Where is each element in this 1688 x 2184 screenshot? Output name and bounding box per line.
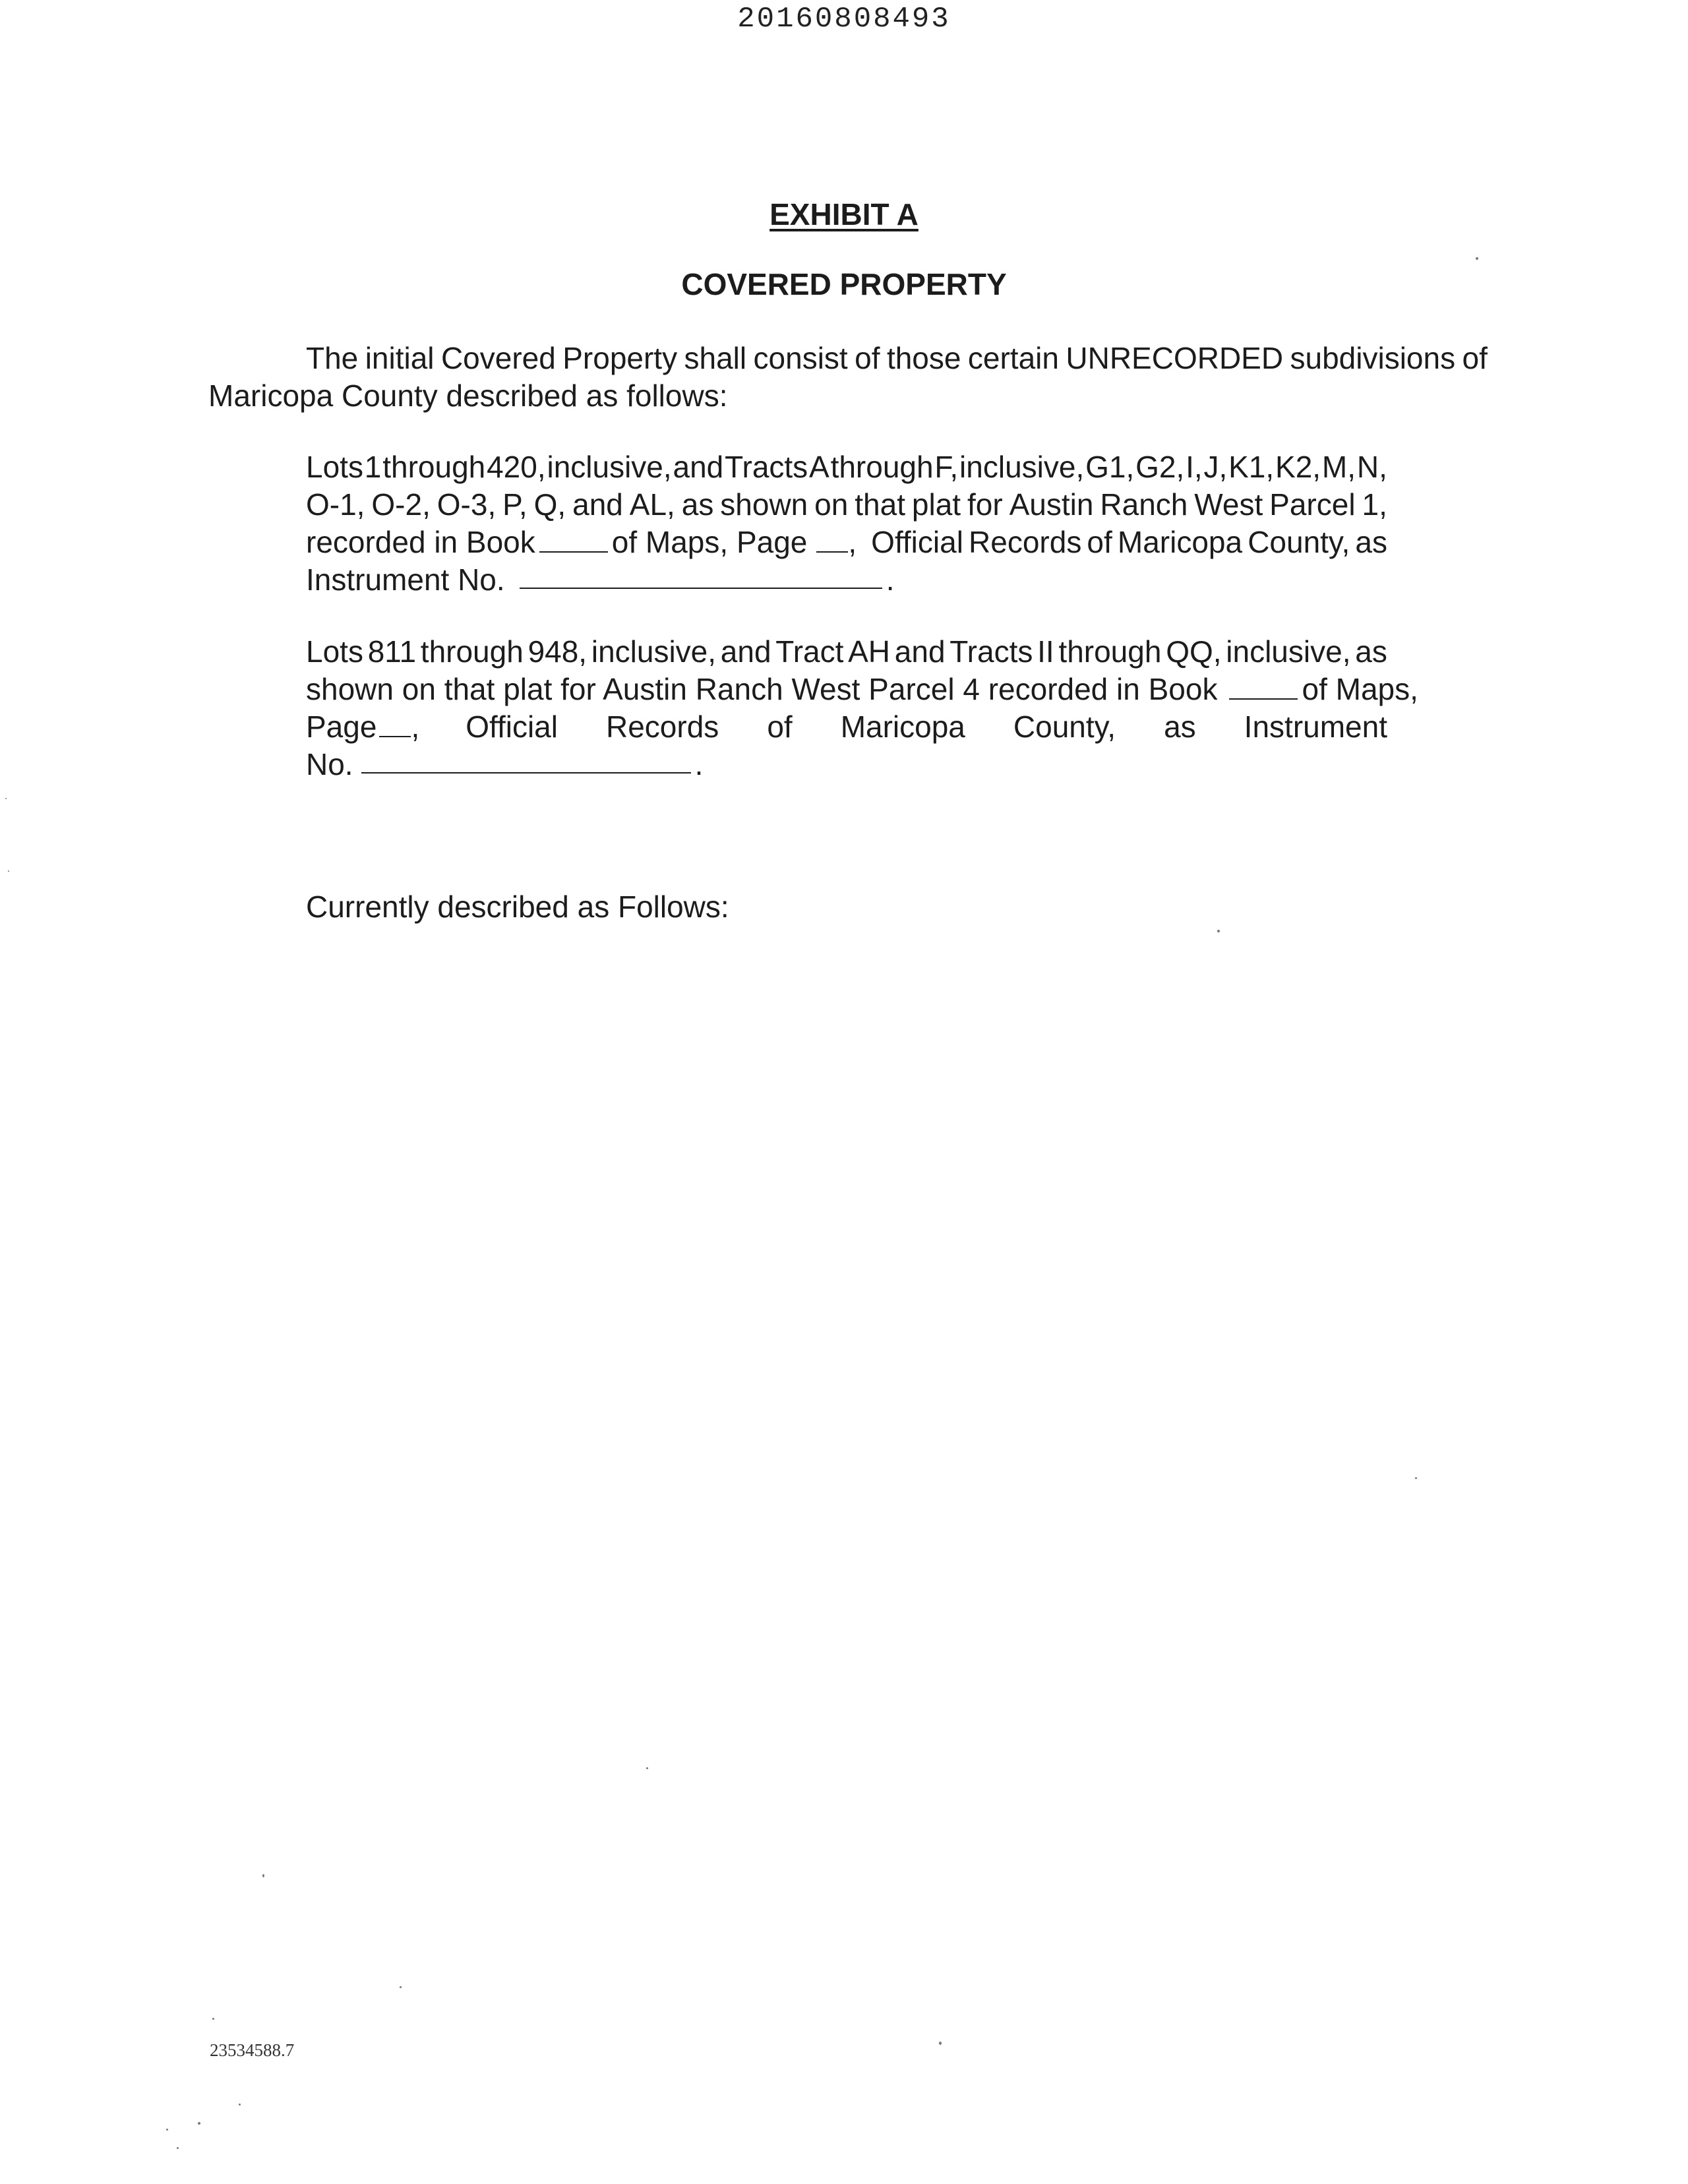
parcel-4-word: 811	[367, 634, 417, 669]
intro-word: initial	[365, 341, 435, 375]
parcel-1-word: O-2,	[371, 487, 431, 522]
parcel-1-word: N,	[1356, 450, 1387, 484]
parcel-1-word: A	[809, 450, 829, 484]
parcel-4-word: and	[894, 634, 946, 669]
parcel-1-comma: ,	[848, 525, 857, 559]
parcel-4-word: Records	[606, 710, 719, 744]
parcel-1-word: plat	[911, 487, 961, 522]
intro-word: consist	[753, 341, 848, 375]
parcel-1-word: AL,	[629, 487, 675, 522]
parcel-1-word: G2,	[1135, 450, 1185, 484]
scan-speck	[5, 798, 7, 799]
parcel-4-word: through	[420, 634, 524, 669]
parcel-1-word: I,	[1186, 450, 1203, 484]
parcel-1-line-4	[306, 561, 1387, 599]
parcel-4-word: as	[1164, 710, 1196, 744]
parcel-4-word: QQ,	[1166, 634, 1222, 669]
intro-line-2: Maricopa County described as follows:	[208, 379, 728, 413]
parcel-4-page-blank	[379, 710, 411, 737]
parcel-1-word: and	[572, 487, 623, 522]
parcel-4-word: AH	[848, 634, 891, 669]
scan-speck	[1476, 257, 1478, 260]
scan-speck	[646, 1767, 648, 1769]
parcel-1-word: Lots	[306, 450, 363, 484]
parcel-1-line-2	[306, 486, 1387, 524]
parcel-1-word: as	[1355, 525, 1387, 559]
parcel-1-paragraph	[306, 448, 1387, 599]
parcel-1-word: Ranch	[1100, 487, 1188, 522]
recording-number: 20160808493	[737, 3, 951, 36]
parcel-1-word: shown	[720, 487, 808, 522]
parcel-1-line-3	[306, 524, 1387, 561]
parcel-4-word: County,	[1013, 710, 1116, 744]
parcel-1-word: Records	[969, 525, 1082, 559]
parcel-1-page-blank	[816, 525, 848, 553]
parcel-4-word: Instrument	[1244, 710, 1387, 744]
parcel-4-line-2	[306, 671, 1418, 708]
parcel-1-word: 420,	[487, 450, 546, 484]
parcel-4-no-label: No.	[306, 747, 353, 781]
parcel-4-book-blank	[1229, 672, 1298, 700]
parcel-1-word: that	[855, 487, 905, 522]
parcel-1-word: Maricopa	[1117, 525, 1243, 559]
parcel-1-word: Official	[871, 525, 963, 559]
parcel-1-word: P,	[502, 487, 528, 522]
parcel-1-word: of	[1087, 525, 1112, 559]
parcel-1-word: through	[830, 450, 934, 484]
exhibit-title: EXHIBIT A	[769, 197, 919, 231]
intro-word: certain	[967, 341, 1059, 375]
parcel-1-word: and	[673, 450, 724, 484]
parcel-1-word: Tracts	[725, 450, 808, 484]
parcel-4-word: Tracts	[950, 634, 1033, 669]
parcel-4-maps-label: of Maps,	[1302, 672, 1418, 706]
parcel-4-word: Lots	[306, 634, 363, 669]
document-id: 23534588.7	[210, 2040, 295, 2060]
scan-speck	[198, 2122, 200, 2125]
section-title: COVERED PROPERTY	[681, 267, 1007, 301]
parcel-1-word: for	[967, 487, 1003, 522]
parcel-4-line-1	[306, 633, 1387, 671]
parcel-4-word: as	[1355, 634, 1387, 669]
parcel-4-word: 948,	[528, 634, 588, 669]
parcel-1-word: inclusive,	[959, 450, 1085, 484]
scan-speck	[239, 2104, 241, 2106]
parcel-1-word: through	[382, 450, 486, 484]
intro-word: The	[306, 341, 359, 375]
parcel-4-word: inclusive,	[591, 634, 717, 669]
parcel-4-line-3	[306, 708, 1387, 746]
parcel-1-maps-label: of Maps, Page	[611, 525, 808, 559]
parcel-1-word: inclusive,	[547, 450, 672, 484]
parcel-4-line-3-words	[466, 708, 1387, 746]
scan-speck	[400, 1986, 402, 1988]
scan-speck	[939, 2042, 942, 2045]
parcel-1-word: F,	[934, 450, 959, 484]
scan-speck	[166, 2129, 168, 2131]
scan-speck	[8, 870, 9, 872]
parcel-1-word: M,	[1321, 450, 1356, 484]
intro-word: UNRECORDED	[1066, 341, 1284, 375]
intro-word: of	[1462, 341, 1488, 375]
parcel-1-period: .	[886, 562, 895, 597]
parcel-1-instrument-label: Instrument No.	[306, 562, 505, 597]
parcel-1-word: O-3,	[437, 487, 497, 522]
parcel-1-word: West	[1194, 487, 1263, 522]
parcel-1-word: 1	[364, 450, 382, 484]
parcel-4-shown-text: shown on that plat for Austin Ranch West Parcel 4 recorded in Book	[306, 672, 1218, 706]
scan-speck	[1217, 930, 1220, 932]
intro-word: subdivisions	[1290, 341, 1456, 375]
parcel-4-word: II	[1037, 634, 1054, 669]
intro-word: those	[886, 341, 961, 375]
parcel-4-instrument-blank	[361, 746, 691, 774]
parcel-1-word: O-1,	[306, 487, 365, 522]
parcel-1-word: Parcel	[1269, 487, 1356, 522]
scan-speck	[1415, 1477, 1417, 1479]
parcel-4-word: of	[767, 710, 793, 744]
scan-speck	[262, 1874, 264, 1877]
parcel-1-word: County,	[1248, 525, 1350, 559]
parcel-4-word: Official	[466, 710, 558, 744]
parcel-1-word: on	[814, 487, 849, 522]
intro-word: Property	[562, 341, 678, 375]
parcel-1-word: G1,	[1085, 450, 1135, 484]
parcel-4-comma: ,	[411, 710, 420, 744]
scan-speck	[212, 2018, 214, 2020]
parcel-1-word: K1,	[1228, 450, 1275, 484]
parcel-4-word: Maricopa	[840, 710, 965, 744]
currently-described-text: Currently described as Follows:	[306, 890, 729, 924]
parcel-1-word: K2,	[1275, 450, 1321, 484]
parcel-4-word: inclusive,	[1226, 634, 1351, 669]
intro-word: of	[855, 341, 880, 375]
parcel-4-word: Tract	[775, 634, 844, 669]
parcel-1-line-3-words	[871, 524, 1387, 561]
intro-word: shall	[684, 341, 747, 375]
parcel-1-word: 1,	[1362, 487, 1387, 522]
parcel-1-book-blank	[539, 525, 608, 553]
intro-line-1	[208, 340, 1488, 377]
parcel-1-word: J,	[1203, 450, 1228, 484]
parcel-1-word: Austin	[1009, 487, 1094, 522]
parcel-1-word: Q,	[533, 487, 566, 522]
parcel-1-word: as	[681, 487, 714, 522]
intro-paragraph	[208, 340, 1488, 415]
parcel-4-line-4	[306, 746, 1387, 783]
parcel-1-line-1	[306, 448, 1387, 486]
scan-speck	[177, 2147, 179, 2149]
parcel-4-word: through	[1058, 634, 1162, 669]
parcel-1-instrument-blank	[520, 561, 882, 589]
parcel-4-word: and	[720, 634, 771, 669]
parcel-4-page-label: Page	[306, 710, 377, 744]
parcel-4-period: .	[694, 747, 704, 781]
parcel-4-paragraph	[306, 633, 1418, 783]
intro-word: Covered	[440, 341, 556, 375]
parcel-1-book-label: recorded in Book	[306, 525, 535, 559]
